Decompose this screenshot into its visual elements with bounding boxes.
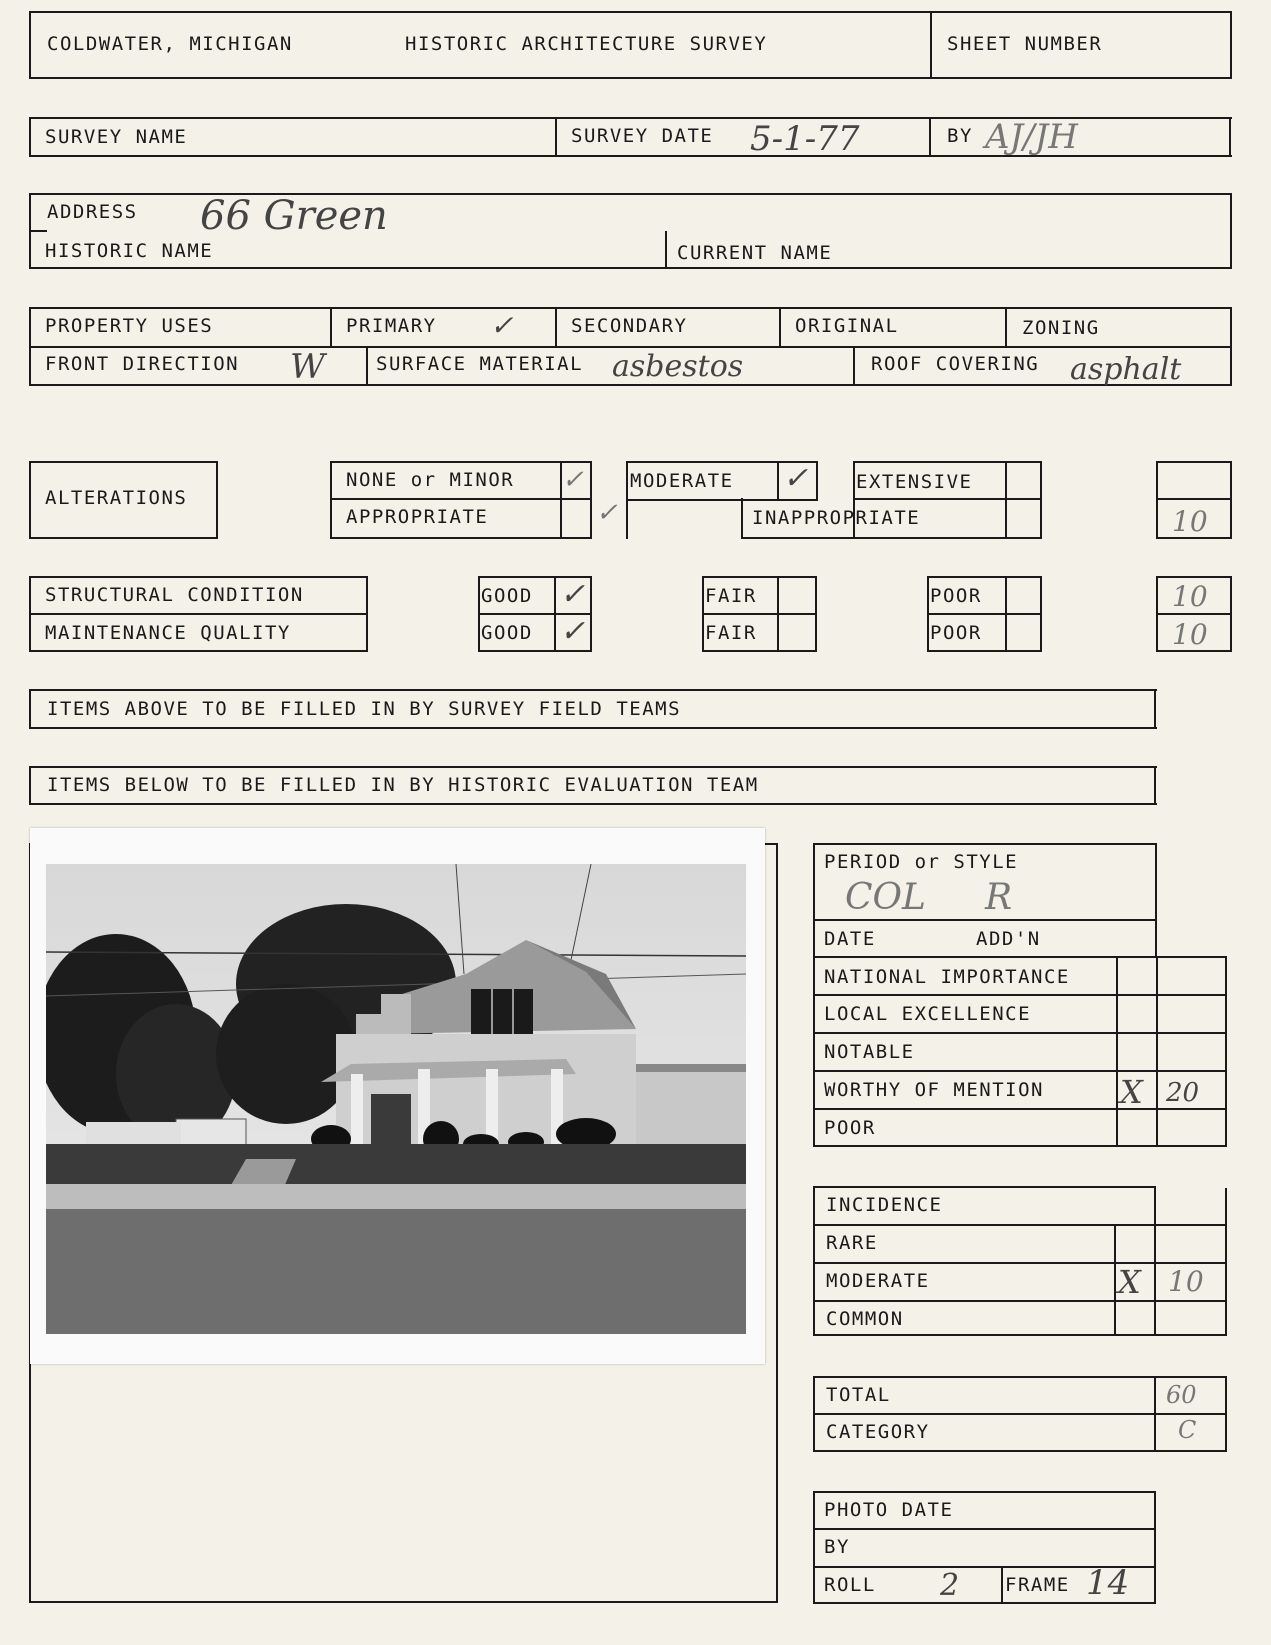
- moderate-incidence-label: MODERATE: [826, 1270, 930, 1292]
- local-excellence-label: LOCAL EXCELLENCE: [824, 1003, 1032, 1025]
- period-divider: [813, 919, 1157, 921]
- structural-fair-label: FAIR: [705, 585, 757, 607]
- roll-value: 2: [940, 1568, 960, 1603]
- structural-good-label: GOOD: [481, 585, 533, 607]
- rare-label: RARE: [826, 1232, 878, 1254]
- property-div-3: [779, 307, 781, 347]
- survey-date-label: SURVEY DATE: [571, 125, 714, 147]
- survey-divider-1: [555, 117, 557, 157]
- inappropriate-label: INAPPROPRIATE: [752, 507, 921, 529]
- property-uses-label: PROPERTY USES: [45, 315, 214, 337]
- extensive-row-divider: [853, 498, 1042, 500]
- incidence-right-cap: [1156, 1186, 1227, 1188]
- maintenance-good-label: GOOD: [481, 622, 533, 644]
- maintenance-fair-label: FAIR: [705, 622, 757, 644]
- property-row-divider: [29, 346, 1232, 348]
- period-style-label: PERIOD or STYLE: [824, 851, 1019, 873]
- appropriate-right-edge: [626, 498, 628, 539]
- structural-poor-label: POOR: [930, 585, 982, 607]
- property-div-5: [366, 346, 368, 386]
- moderate-mark: ✓: [783, 461, 809, 496]
- survey-row-right-edge: [1229, 117, 1231, 157]
- frame-divider: [1001, 1566, 1003, 1604]
- incidence-header-right: [1154, 1186, 1156, 1224]
- incidence-score-divider: [1154, 1224, 1156, 1336]
- address-value: 66 Green: [200, 193, 388, 239]
- current-name-label: CURRENT NAME: [677, 242, 833, 264]
- survey-title: HISTORIC ARCHITECTURE SURVEY: [405, 33, 768, 55]
- historic-name-label: HISTORIC NAME: [45, 240, 214, 262]
- importance-row-4: [813, 1108, 1227, 1110]
- maintenance-score: 10: [1172, 618, 1208, 651]
- total-label: TOTAL: [826, 1384, 891, 1406]
- roof-covering-value: asphalt: [1070, 352, 1182, 387]
- structural-condition-label: STRUCTURAL CONDITION: [45, 584, 304, 606]
- national-importance-label: NATIONAL IMPORTANCE: [824, 966, 1070, 988]
- house-photo-image: [46, 864, 746, 1334]
- poor-check-divider: [1005, 576, 1007, 652]
- frame-label: FRAME: [1005, 1574, 1070, 1596]
- maintenance-quality-label: MAINTENANCE QUALITY: [45, 622, 291, 644]
- survey-name-label: SURVEY NAME: [45, 126, 188, 148]
- roof-covering-label: ROOF COVERING: [871, 353, 1040, 375]
- alt-score-divider: [1156, 498, 1232, 500]
- category-value: C: [1178, 1416, 1197, 1444]
- poor-rating-label: POOR: [824, 1117, 876, 1139]
- worthy-of-mention-label: WORTHY OF MENTION: [824, 1079, 1044, 1101]
- field-teams-note: ITEMS ABOVE TO BE FILLED IN BY SURVEY FIELD TEAMS: [47, 698, 682, 720]
- extensive-check-divider: [1005, 461, 1007, 539]
- moderate-incidence-score: 10: [1168, 1265, 1204, 1298]
- condition-row-divider: [29, 613, 368, 615]
- fair-row-divider: [702, 613, 817, 615]
- notable-label: NOTABLE: [824, 1041, 915, 1063]
- evaluation-note-right: [1154, 766, 1156, 805]
- property-div-1: [330, 307, 332, 347]
- field-teams-note-right: [1154, 689, 1156, 729]
- front-direction-label: FRONT DIRECTION: [45, 353, 240, 375]
- primary-label: PRIMARY: [346, 315, 437, 337]
- moderate-incidence-mark: X: [1118, 1263, 1141, 1301]
- incidence-label: INCIDENCE: [826, 1194, 943, 1216]
- structural-score: 10: [1172, 580, 1208, 613]
- front-direction-value: W: [290, 347, 325, 387]
- by-value: AJ/JH: [985, 117, 1078, 157]
- appropriate-label: APPROPRIATE: [346, 506, 489, 528]
- zoning-label: ZONING: [1022, 317, 1100, 339]
- incidence-row-1: [813, 1224, 1227, 1226]
- date-label: DATE: [824, 928, 876, 950]
- photo-info-row-1: [813, 1528, 1156, 1530]
- worthy-of-mention-score: 20: [1166, 1078, 1200, 1108]
- poor-row-divider: [927, 613, 1042, 615]
- importance-row-2: [813, 1032, 1227, 1034]
- photo-by-label: BY: [824, 1536, 850, 1558]
- photo-date-label: PHOTO DATE: [824, 1499, 954, 1521]
- moderate-check-divider: [777, 461, 779, 501]
- survey-divider-2: [929, 117, 931, 157]
- condition-score-divider: [1156, 613, 1232, 615]
- moderate-label: MODERATE: [630, 470, 734, 492]
- address-divider: [29, 230, 47, 232]
- category-label: CATEGORY: [826, 1421, 930, 1443]
- address-label: ADDRESS: [47, 201, 138, 223]
- sheet-number-label: SHEET NUMBER: [947, 33, 1103, 55]
- property-div-6: [853, 346, 855, 386]
- none-minor-label: NONE or MINOR: [346, 469, 515, 491]
- importance-mark-divider: [1116, 956, 1118, 1147]
- period-style-value: COL: [845, 877, 926, 918]
- incidence-mark-divider: [1114, 1224, 1116, 1336]
- incidence-row-2: [813, 1262, 1227, 1264]
- importance-row-3: [813, 1070, 1227, 1072]
- good-check-divider: [554, 576, 556, 652]
- appropriate-mark: ✓: [596, 498, 618, 528]
- incidence-row-3: [813, 1300, 1227, 1302]
- primary-mark: ✓: [490, 309, 514, 342]
- worthy-of-mention-mark: X: [1120, 1073, 1143, 1111]
- by-label: BY: [947, 125, 973, 147]
- total-value: 60: [1166, 1381, 1197, 1409]
- alterations-label: ALTERATIONS: [45, 487, 188, 509]
- period-style-value-2: R: [985, 877, 1013, 918]
- evaluation-team-note: ITEMS BELOW TO BE FILLED IN BY HISTORIC EVALUATION TEAM: [47, 774, 759, 796]
- surface-material-value: asbestos: [612, 349, 744, 384]
- header-divider: [930, 11, 932, 79]
- city-label: COLDWATER, MICHIGAN: [47, 33, 293, 55]
- secondary-label: SECONDARY: [571, 315, 688, 337]
- maintenance-poor-label: POOR: [930, 622, 982, 644]
- importance-score-divider: [1156, 956, 1158, 1147]
- surface-material-label: SURFACE MATERIAL: [376, 353, 584, 375]
- original-label: ORIGINAL: [795, 315, 899, 337]
- total-score-divider: [1154, 1376, 1156, 1452]
- fair-check-divider: [777, 576, 779, 652]
- property-div-4: [1005, 307, 1007, 347]
- alt-row-divider-1: [330, 498, 592, 500]
- common-label: COMMON: [826, 1308, 904, 1330]
- survey-date-value: 5-1-77: [750, 119, 860, 159]
- property-div-2: [555, 307, 557, 347]
- alterations-score: 10: [1172, 505, 1208, 538]
- none-minor-mark: ✓: [562, 465, 584, 495]
- roll-label: ROLL: [824, 1574, 876, 1596]
- frame-value: 14: [1086, 1563, 1130, 1603]
- house-photo: [30, 828, 765, 1364]
- current-name-divider: [665, 231, 667, 269]
- maintenance-good-mark: ✓: [560, 614, 586, 649]
- importance-row-1: [813, 994, 1227, 996]
- extensive-label: EXTENSIVE: [856, 471, 973, 493]
- addn-label: ADD'N: [976, 928, 1041, 950]
- total-row-divider: [813, 1413, 1227, 1415]
- structural-good-mark: ✓: [560, 577, 586, 612]
